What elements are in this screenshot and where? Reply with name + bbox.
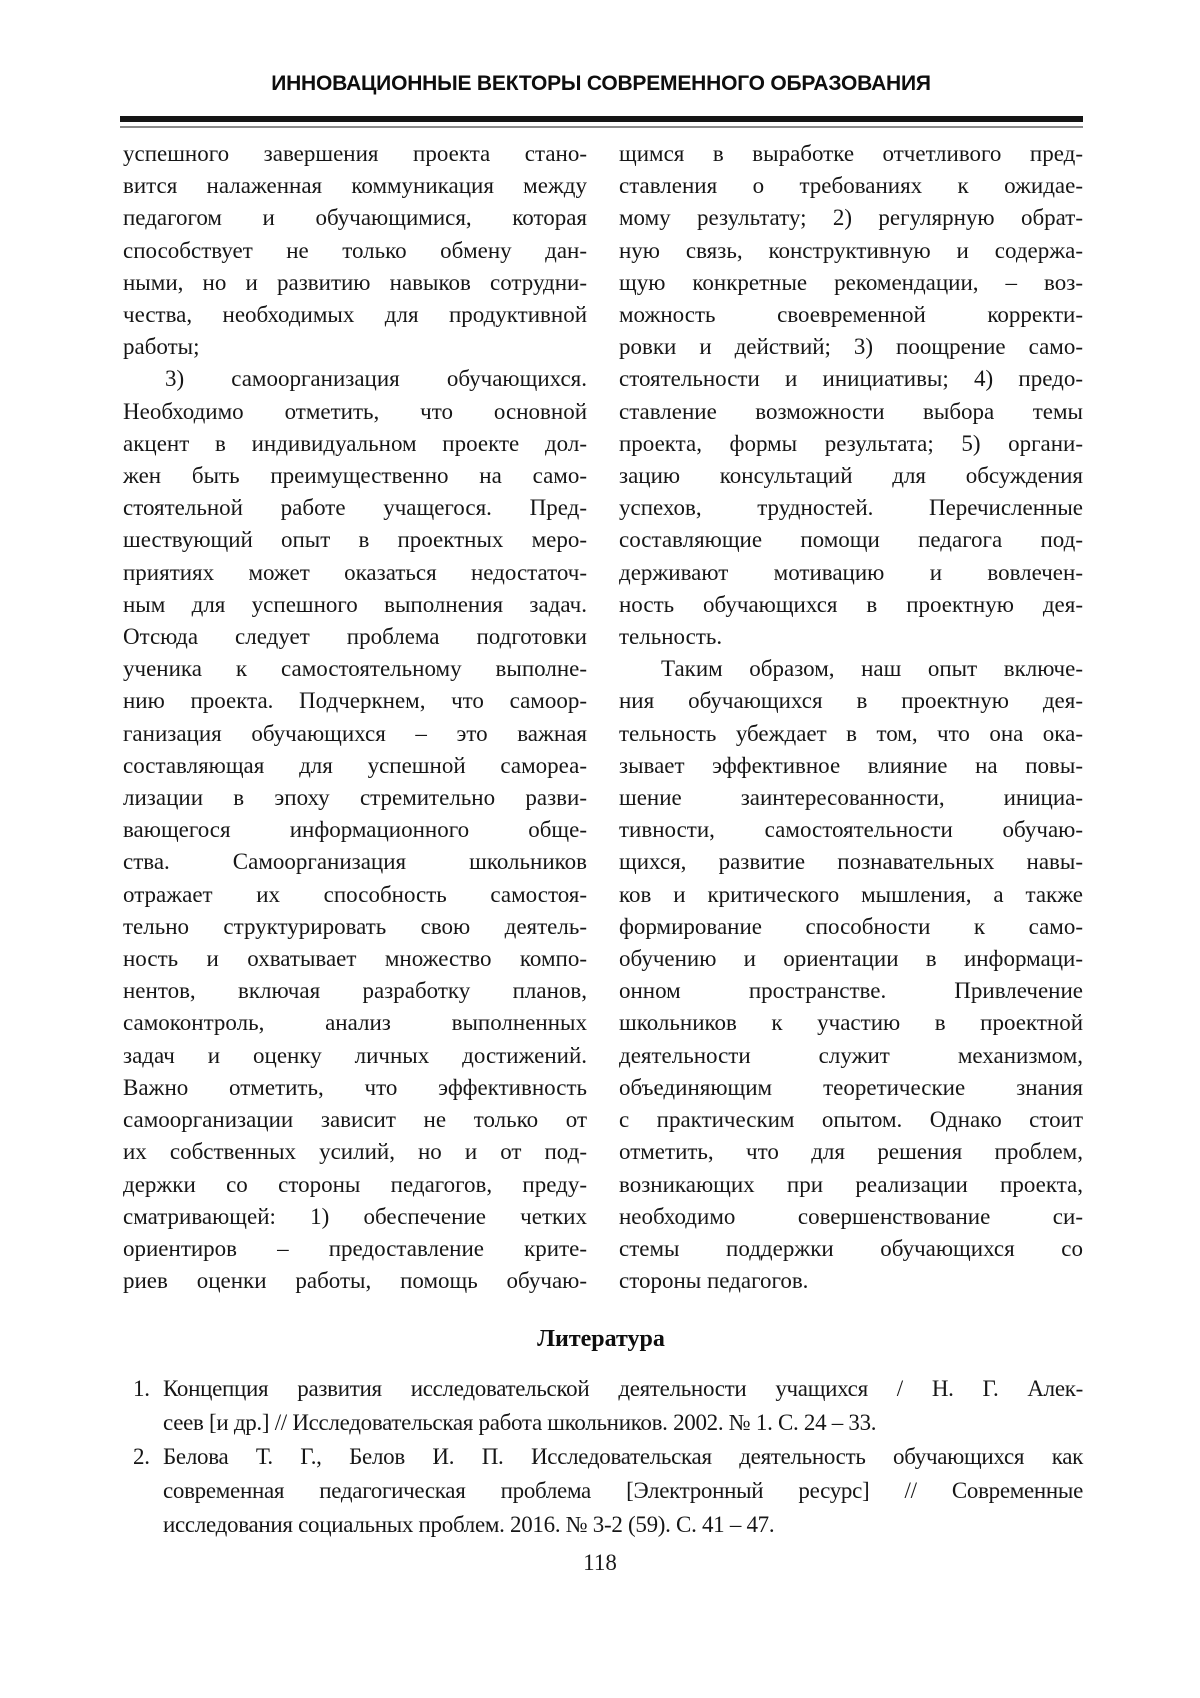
text-line: отражает их способность самостоя- <box>123 881 587 907</box>
text-line: 3) самоорганизация обучающихся. <box>165 366 587 392</box>
text-line: ставление возможности выбора темы <box>619 398 1083 424</box>
text-line: ния обучающихся в проектную дея- <box>619 688 1083 714</box>
text-line: акцент в индивидуальном проекте дол- <box>123 430 587 456</box>
reference-text: Белова Т. Г., Белов И. П. Исследовательская деятельность обучающихся как <box>163 1444 1083 1469</box>
text-line: ровки и действий; 3) поощрение само- <box>619 334 1083 360</box>
text-line: тельно структурировать свою деятель- <box>123 913 587 939</box>
text-line: шествующий опыт в проектных меро- <box>123 527 587 553</box>
text-line: самоконтроль, анализ выполненных <box>123 1010 587 1036</box>
text-line: Отсюда следует проблема подготовки <box>123 624 587 650</box>
text-line: объединяющим теоретические знания <box>619 1074 1083 1100</box>
text-line: держки со стороны педагогов, преду- <box>123 1171 587 1197</box>
right-column <box>619 138 1083 1297</box>
text-line: самоорганизации зависит не только от <box>123 1107 587 1133</box>
text-line: ганизация обучающихся – это важная <box>123 720 587 746</box>
text-line: можность своевременной корректи- <box>619 302 1083 328</box>
reference-text: современная педагогическая проблема [Электронный ресурс] // Современные <box>163 1478 1083 1503</box>
two-column-body <box>123 138 1083 1297</box>
text-line: ным для успешного выполнения задач. <box>123 591 587 617</box>
page-number: 118 <box>583 1550 617 1575</box>
text-line: тельность убеждает в том, что она ока- <box>619 720 1083 746</box>
text-line: жен быть преимущественно на само- <box>123 463 587 489</box>
text-line: работы; <box>123 334 200 360</box>
text-line: деятельности служит механизмом, <box>619 1042 1083 1068</box>
text-line: вится налаженная коммуникация между <box>123 173 587 199</box>
text-line: формирование способности к само- <box>619 913 1083 939</box>
text-line: зывает эффективное влияние на повы- <box>619 752 1083 778</box>
header-divider-thick <box>120 116 1083 122</box>
text-line: ков и критического мышления, а также <box>619 881 1083 907</box>
text-line: обучению и ориентации в информаци- <box>619 946 1083 972</box>
reference-text: исследования социальных проблем. 2016. № 3-2 (59). С. 41 – 47. <box>163 1512 775 1537</box>
text-line: возникающих при реализации проекта, <box>619 1171 1083 1197</box>
text-line: составляющие помощи педагога под- <box>619 527 1083 553</box>
text-line: успехов, трудностей. Перечисленные <box>619 495 1083 521</box>
reference-text: Концепция развития исследовательской деятельности учащихся / Н. Г. Алек- <box>163 1376 1083 1401</box>
text-line: чества, необходимых для продуктивной <box>123 302 587 328</box>
text-line: ориентиров – предоставление крите- <box>123 1235 587 1261</box>
text-line: зацию консультаций для обсуждения <box>619 463 1083 489</box>
text-line: щихся, развитие познавательных навы- <box>619 849 1083 875</box>
text-line: стоятельности и инициативы; 4) предо- <box>619 366 1083 392</box>
left-column <box>123 138 587 1297</box>
text-line: щую конкретные рекомендации, – воз- <box>619 269 1083 295</box>
text-line: задач и оценку личных достижений. <box>123 1042 587 1068</box>
reference-number: 1. <box>133 1376 150 1401</box>
text-line: мому результату; 2) регулярную обрат- <box>619 205 1083 231</box>
text-line: шение заинтересованности, инициа- <box>619 785 1083 811</box>
text-line: нию проекта. Подчеркнем, что самоор- <box>123 688 587 714</box>
text-line: тивности, самостоятельности обучаю- <box>619 817 1083 843</box>
text-line: стоятельной работе учащегося. Пред- <box>123 495 587 521</box>
text-line: школьников к участию в проектной <box>619 1010 1083 1036</box>
literature-heading: Литература <box>537 1326 665 1352</box>
text-line: щимся в выработке отчетливого пред- <box>619 141 1083 166</box>
reference-text: сеев [и др.] // Исследовательская работа школьников. 2002. № 1. С. 24 – 33. <box>163 1410 877 1435</box>
text-line: ставления о требованиях к ожидае- <box>619 173 1083 199</box>
text-line: Необходимо отметить, что основной <box>123 398 587 424</box>
reference-line <box>123 1406 1083 1440</box>
text-line: ность обучающихся в проектную дея- <box>619 591 1083 617</box>
reference-line <box>123 1474 1083 1508</box>
text-line: стемы поддержки обучающихся со <box>619 1235 1083 1261</box>
text-line: педагогом и обучающимися, которая <box>123 205 587 231</box>
text-line: ученика к самостоятельному выполне- <box>123 656 587 682</box>
text-line: с практическим опытом. Однако стоит <box>619 1107 1083 1133</box>
text-line: Таким образом, наш опыт включе- <box>661 656 1083 682</box>
text-line: онном пространстве. Привлечение <box>619 978 1083 1004</box>
text-line: составляющая для успешной самореа- <box>123 752 587 778</box>
text-line: ства. Самоорганизация школьников <box>123 849 587 875</box>
text-line: тельность. <box>619 624 723 650</box>
text-line: стороны педагогов. <box>619 1268 809 1294</box>
reference-line <box>123 1440 1083 1474</box>
text-line: риев оценки работы, помощь обучаю- <box>123 1268 587 1294</box>
reference-line <box>123 1372 1083 1406</box>
references-list <box>123 1372 1083 1542</box>
text-line: вающегося информационного обще- <box>123 817 587 843</box>
text-line: необходимо совершенствование си- <box>619 1203 1083 1229</box>
text-line: сматривающей: 1) обеспечение четких <box>123 1203 587 1229</box>
reference-line <box>123 1508 1083 1542</box>
text-line: приятиях может оказаться недостаточ- <box>123 559 587 585</box>
text-line: их собственных усилий, но и от под- <box>123 1139 587 1165</box>
text-line: лизации в эпоху стремительно разви- <box>123 785 587 811</box>
header-divider-thin <box>120 126 1083 128</box>
text-line: Важно отметить, что эффективность <box>123 1074 587 1100</box>
text-line: ность и охватывает множество компо- <box>123 946 587 972</box>
text-line: ную связь, конструктивную и содержа- <box>619 237 1083 263</box>
text-line: способствует не только обмену дан- <box>123 237 587 263</box>
text-line: держивают мотивацию и вовлечен- <box>619 559 1083 585</box>
text-line: ными, но и развитию навыков сотрудни- <box>123 269 587 295</box>
text-line: успешного завершения проекта стано- <box>123 141 587 166</box>
text-line: нентов, включая разработку планов, <box>123 978 587 1004</box>
text-line: отметить, что для решения проблем, <box>619 1139 1083 1165</box>
text-line: проекта, формы результата; 5) органи- <box>619 430 1083 456</box>
reference-number: 2. <box>133 1444 150 1469</box>
journal-running-title: ИННОВАЦИОННЫЕ ВЕКТОРЫ СОВРЕМЕННОГО ОБРАЗОВАНИЯ <box>271 72 931 95</box>
